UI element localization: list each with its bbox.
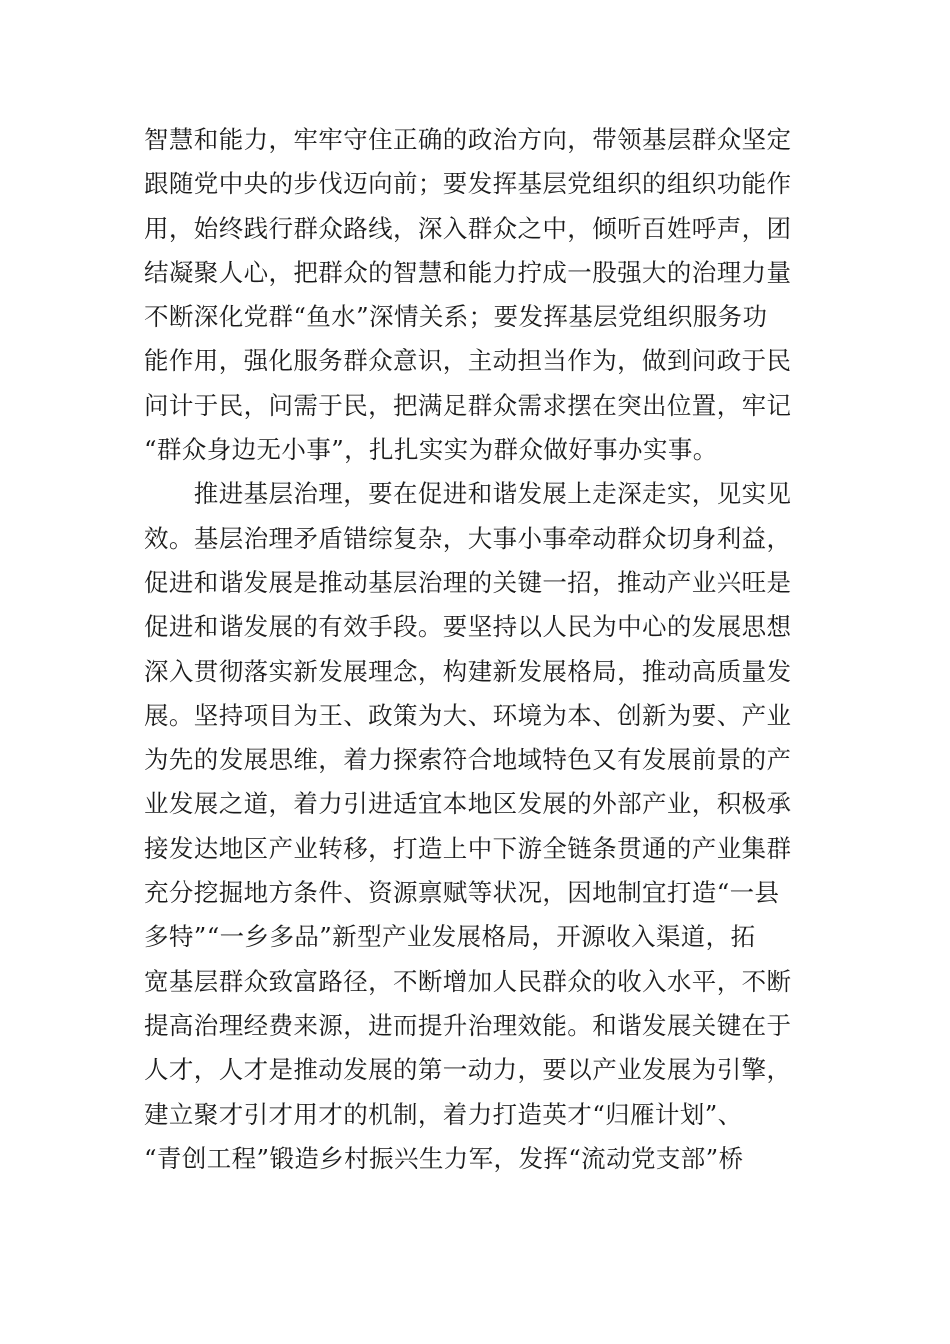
text-line: 提高治理经费来源，进而提升治理效能。和谐发展关键在于 [144,1010,792,1040]
text-line: 不断深化党群“鱼水”深情关系；要发挥基层党组织服务功 [144,302,768,332]
text-line: 促进和谐发展的有效手段。要坚持以人民为中心的发展思想 [144,612,792,642]
text-line: 跟随党中央的步伐迈向前；要发挥基层党组织的组织功能作 [144,169,792,199]
text-line: 用，始终践行群众路线，深入群众之中，倾听百姓呼声，团 [144,213,792,243]
text-line: 建立聚才引才用才的机制，着力打造英才“归雁计划”、 [144,1099,743,1129]
text-line: 促进和谐发展是推动基层治理的关键一招，推动产业兴旺是 [144,567,792,597]
text-line: “青创工程”锻造乡村振兴生力军，发挥“流动党支部”桥 [144,1143,744,1173]
text-line: 多特”“一乡多品”新型产业发展格局，开源收入渠道，拓 [144,922,756,952]
text-line: 推进基层治理，要在促进和谐发展上走深走实，见实见 [144,479,792,509]
text-line: “群众身边无小事”，扎扎实实为群众做好事办实事。 [144,435,718,465]
text-line: 智慧和能力，牢牢守住正确的政治方向，带领基层群众坚定 [144,125,792,154]
text-line: 为先的发展思维，着力探索符合地域特色又有发展前景的产 [144,745,792,775]
text-line: 业发展之道，着力引进适宜本地区发展的外部产业，积极承 [144,789,792,819]
text-line: 展。坚持项目为王、政策为大、环境为本、创新为要、产业 [144,700,792,730]
text-line: 问计于民，问需于民，把满足群众需求摆在突出位置，牢记 [144,390,792,420]
text-line: 结凝聚人心，把群众的智慧和能力拧成一股强大的治理力量 [144,257,792,287]
text-line: 深入贯彻落实新发展理念，构建新发展格局，推动高质量发 [144,656,792,686]
text-line: 效。基层治理矛盾错综复杂，大事小事牵动群众切身利益， [144,523,792,553]
text-line: 人才，人才是推动发展的第一动力，要以产业发展为引擎， [144,1055,792,1085]
document-body [144,118,814,1181]
text-line: 接发达地区产业转移，打造上中下游全链条贯通的产业集群 [144,833,792,863]
text-line: 宽基层群众致富路径，不断增加人民群众的收入水平，不断 [144,966,792,996]
text-line: 充分挖掘地方条件、资源禀赋等状况，因地制宜打造“一县 [144,878,780,908]
paragraph-2 [144,472,814,1181]
text-line: 能作用，强化服务群众意识，主动担当作为，做到问政于民 [144,346,792,376]
paragraph-1 [144,118,814,472]
